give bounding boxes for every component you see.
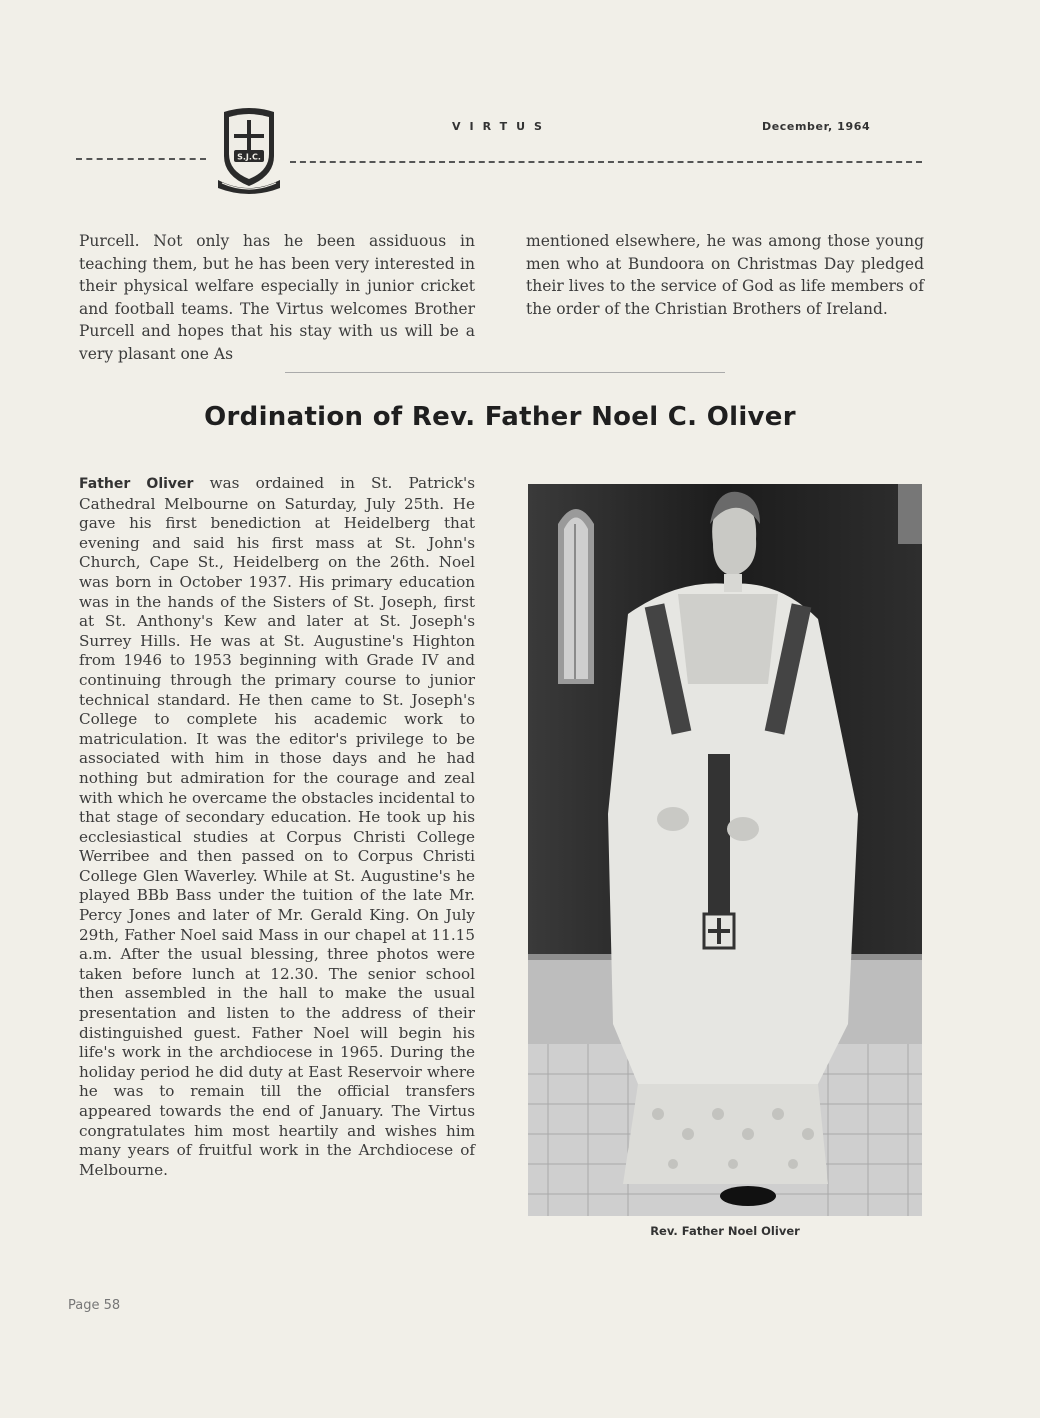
- article-headline: Ordination of Rev. Father Noel C. Oliver: [204, 402, 796, 432]
- header-rule-left: [76, 158, 206, 160]
- section-divider: [285, 372, 725, 373]
- page-number: Page 58: [68, 1298, 121, 1313]
- article-text: was ordained in St. Patrick's Cathedral Melbourne on Saturday, July 25th. He gave his first benediction at Heidelberg that evening and said his first mass at St. John's Church, Cape St., Heidelberg on the 26th. Noel was born in October 1937. His primary education was in the hands of the Sisters of St. Joseph, first at St. Anthony's Kew and later at St. Joseph's Surrey Hills. He was at St. Augustine's Highton from 1946 to 1953 beginning with Grade IV and continuing through the primary course to junior technical standard. He then came to St. Joseph's College to complete his academic work to matriculation. It was the editor's privilege to be associated with him in those days and he had nothing but admiration for the courage and zeal with which he overcame the obstacles incidental to that stage of secondary education. He took up his ecclesiastical studies at Corpus Christi College Werribee and then passed on to Corpus Christi College Glen Waverley. While at St. Augustine's he played BBb Bass under the tuition of the late Mr. Percy Jones and later of Mr. Gerald King. On July 29th, Father Noel said Mass in our chapel at 11.15 a.m. After the usual blessing, three photos were taken before lunch at 12.30. The senior school then assembled in the hall to make the usual presentation and listen to the address of their distinguished guest. Father Noel will begin his life's work in the archdiocese in 1965. During the holiday period he did duty at East Reservoir where he was to remain till the official transfers appeared towards the end of January. The Virtus congratulates him most heartily and wishes him many years of fruitful work in the Archdiocese of Melbourne.: [79, 474, 475, 1179]
- photo-caption: Rev. Father Noel Oliver: [650, 1224, 800, 1238]
- header-rule-right: [290, 161, 922, 163]
- portrait-illustration: [528, 484, 922, 1216]
- issue-date: December, 1964: [762, 120, 871, 133]
- priest-portrait-photo: [528, 484, 922, 1216]
- college-crest: [214, 104, 284, 196]
- article-body: [79, 474, 475, 1180]
- article-lead-name: Father Oliver: [79, 476, 194, 492]
- intro-right-column: mentioned elsewhere, he was among those young men who at Bundoora on Christmas Day pledged their lives to the service of God as life members of the order of the Christian Brothers of Ireland.: [526, 232, 924, 318]
- page-header: [0, 0, 1040, 200]
- intro-left-column: Purcell. Not only has he been assiduous in teaching them, but he has been very interested in their physical welfare especially in junior cricket and football teams. The Virtus welcomes Brother Purcell and hopes that his stay with us will be a very plasant one As: [79, 232, 475, 363]
- crest-text: S.J.C.: [237, 152, 261, 162]
- magazine-title: VIRTUS: [452, 120, 551, 133]
